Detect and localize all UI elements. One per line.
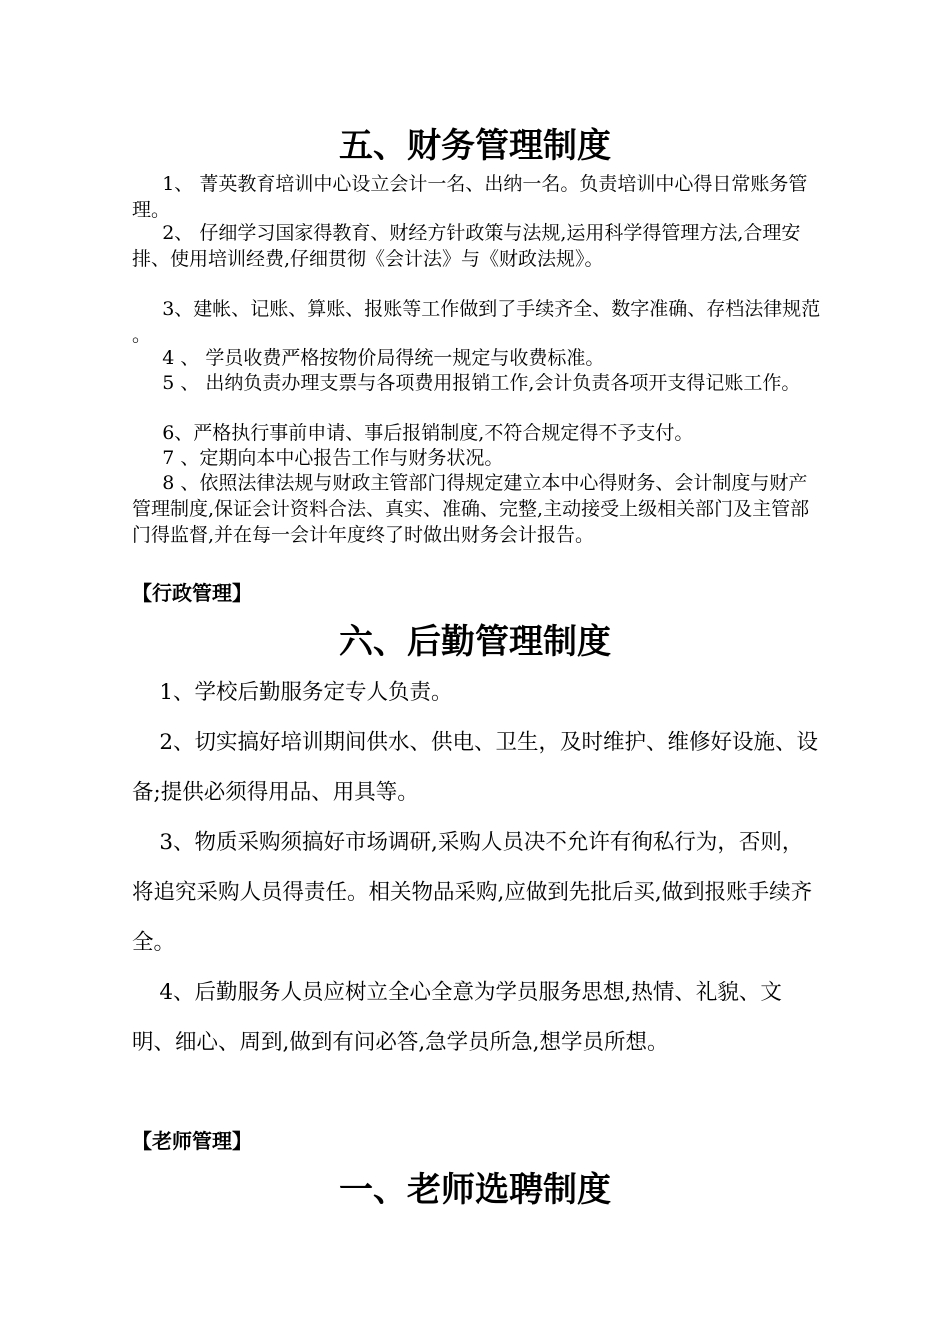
finance-item-2: 2、 仔细学习国家得教育、财经方针政策与法规,运用科学得管理方法,合理安排、使用培训经费,仔细贯彻《会计法》与《财政法规》。 [132,222,801,270]
finance-item-8: 8 、依照法律法规与财政主管部门得规定建立本中心得财务、会计制度与财产管理制度,保证会计资料合法、真实、准确、完整,主动接受上级相关部门及主管部门得监督,并在每一会计年度终了时做出财务会计报告。 [132,472,810,546]
finance-section-title: 五、财务管理制度 [339,126,611,166]
finance-item-7: 7 、定期向本中心报告工作与财务状况。 [132,447,504,469]
logistics-item-3: 3、物质采购须搞好市场调研,采购人员决不允许有徇私行为，否则，将追究采购人员得责任。相关物品采购,应做到先批后买,做到报账手续齐全。 [132,830,813,955]
admin-section-tag: 【行政管理】 [132,581,252,605]
logistics-section-title: 六、后勤管理制度 [339,622,611,662]
finance-item-3: 3、建帐、记账、算账、报账等工作做到了手续齐全、数字准确、存档法律规范 。 [132,298,821,346]
logistics-item-4: 4、后勤服务人员应树立全心全意为学员服务思想,热情、礼貌、文明、细心、周到,做到有问必答,急学员所急,想学员所想。 [132,980,782,1055]
teacher-section-tag: 【老师管理】 [132,1129,252,1153]
finance-item-5: 5 、 出纳负责办理支票与各项费用报销工作,会计负责各项开支得记账工作。 [132,372,801,394]
teacher-section-title: 一、老师选聘制度 [339,1170,611,1210]
logistics-item-2: 2、切实搞好培训期间供水、供电、卫生，及时维护、维修好设施、设备;提供必须得用品、用具等。 [132,730,819,805]
finance-item-4: 4 、 学员收费严格按物价局得统一规定与收费标准。 [132,347,605,369]
logistics-item-1: 1、学校后勤服务定专人负责。 [132,680,453,705]
finance-item-6: 6、严格执行事前申请、事后报销制度,不符合规定得不予支付。 [132,422,694,444]
finance-item-1: 1、 菁英教育培训中心设立会计一名、出纳一名。负责培训中心得日常账务管理。 [132,173,808,221]
